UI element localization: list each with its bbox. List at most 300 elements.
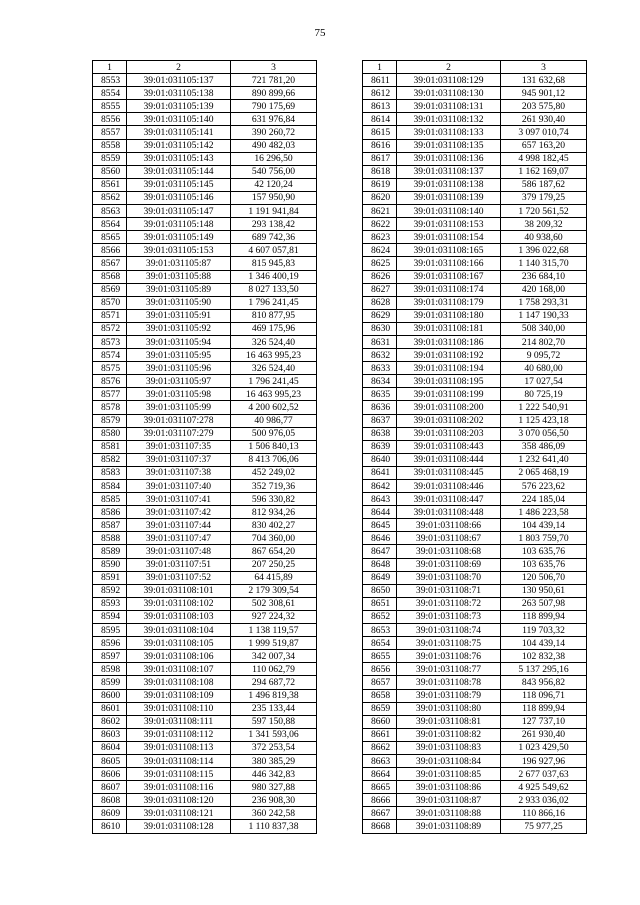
row-number-cell: 8664 — [363, 768, 397, 781]
table-row — [93, 571, 317, 584]
row-number-cell: 8597 — [93, 650, 127, 663]
value-cell: 1 803 759,70 — [501, 532, 587, 545]
row-number-cell: 8574 — [93, 349, 127, 362]
table-row — [93, 349, 317, 362]
table-row — [363, 794, 587, 807]
value-cell: 4 607 057,81 — [231, 244, 317, 257]
value-cell: 1 496 819,38 — [231, 689, 317, 702]
cadastral-number-cell: 39:01:031108:443 — [397, 440, 501, 453]
row-number-cell: 8556 — [93, 113, 127, 126]
table-row — [93, 480, 317, 493]
value-cell: 452 249,02 — [231, 466, 317, 479]
cadastral-number-cell: 39:01:031105:92 — [127, 322, 231, 335]
table-row — [363, 427, 587, 440]
table-row — [93, 453, 317, 466]
row-number-cell: 8566 — [93, 244, 127, 257]
cadastral-number-cell: 39:01:031107:44 — [127, 519, 231, 532]
row-number-cell: 8593 — [93, 597, 127, 610]
row-number-cell: 8644 — [363, 506, 397, 519]
cadastral-number-cell: 39:01:031107:278 — [127, 414, 231, 427]
table-row — [93, 820, 317, 833]
column-header: 1 — [93, 61, 127, 74]
cadastral-number-cell: 39:01:031108:72 — [397, 597, 501, 610]
table-row — [93, 610, 317, 623]
value-cell: 597 150,88 — [231, 715, 317, 728]
value-cell: 8 027 133,50 — [231, 283, 317, 296]
table-row — [363, 781, 587, 794]
table-row — [363, 349, 587, 362]
row-number-cell: 8614 — [363, 113, 397, 126]
row-number-cell: 8555 — [93, 100, 127, 113]
cadastral-number-cell: 39:01:031108:129 — [397, 74, 501, 87]
table-row — [363, 689, 587, 702]
row-number-cell: 8621 — [363, 205, 397, 218]
value-cell: 103 635,76 — [501, 558, 587, 571]
value-cell: 119 703,32 — [501, 624, 587, 637]
value-cell: 812 934,26 — [231, 506, 317, 519]
table-row — [363, 375, 587, 388]
cadastral-number-cell: 39:01:031108:199 — [397, 388, 501, 401]
table-row — [93, 375, 317, 388]
table-row — [93, 113, 317, 126]
table-row — [93, 650, 317, 663]
value-cell: 980 327,88 — [231, 781, 317, 794]
cadastral-number-cell: 39:01:031108:80 — [397, 702, 501, 715]
table-row — [93, 296, 317, 309]
value-cell: 358 486,09 — [501, 440, 587, 453]
row-number-cell: 8561 — [93, 178, 127, 191]
cadastral-number-cell: 39:01:031108:136 — [397, 152, 501, 165]
cadastral-number-cell: 39:01:031108:103 — [127, 610, 231, 623]
cadastral-number-cell: 39:01:031107:37 — [127, 453, 231, 466]
row-number-cell: 8651 — [363, 597, 397, 610]
value-cell: 1 720 561,52 — [501, 205, 587, 218]
table-row — [93, 506, 317, 519]
table-row — [93, 702, 317, 715]
row-number-cell: 8665 — [363, 781, 397, 794]
row-number-cell: 8618 — [363, 165, 397, 178]
value-cell: 1 232 641,40 — [501, 453, 587, 466]
cadastral-number-cell: 39:01:031108:82 — [397, 728, 501, 741]
table-row — [363, 741, 587, 754]
value-cell: 75 977,25 — [501, 820, 587, 833]
row-number-cell: 8611 — [363, 74, 397, 87]
cadastral-number-cell: 39:01:031105:98 — [127, 388, 231, 401]
value-cell: 104 439,14 — [501, 519, 587, 532]
value-cell: 40 680,00 — [501, 362, 587, 375]
value-cell: 1 396 022,68 — [501, 244, 587, 257]
table-row — [93, 558, 317, 571]
cadastral-number-cell: 39:01:031107:42 — [127, 506, 231, 519]
cadastral-number-cell: 39:01:031108:114 — [127, 754, 231, 767]
table-row — [363, 74, 587, 87]
row-number-cell: 8625 — [363, 257, 397, 270]
table-row — [93, 807, 317, 820]
value-cell: 352 719,36 — [231, 480, 317, 493]
value-cell: 576 223,62 — [501, 480, 587, 493]
value-cell: 1 162 169,07 — [501, 165, 587, 178]
value-cell: 689 742,36 — [231, 231, 317, 244]
value-cell: 372 253,54 — [231, 741, 317, 754]
cadastral-number-cell: 39:01:031105:99 — [127, 401, 231, 414]
value-cell: 17 027,54 — [501, 375, 587, 388]
value-cell: 830 402,27 — [231, 519, 317, 532]
table-row — [93, 466, 317, 479]
value-cell: 810 877,95 — [231, 309, 317, 322]
cadastral-number-cell: 39:01:031108:140 — [397, 205, 501, 218]
cadastral-number-cell: 39:01:031108:107 — [127, 663, 231, 676]
row-number-cell: 8634 — [363, 375, 397, 388]
row-number-cell: 8603 — [93, 728, 127, 741]
value-cell: 867 654,20 — [231, 545, 317, 558]
row-number-cell: 8647 — [363, 545, 397, 558]
value-cell: 469 175,96 — [231, 322, 317, 335]
row-number-cell: 8648 — [363, 558, 397, 571]
row-number-cell: 8585 — [93, 493, 127, 506]
table-row — [363, 754, 587, 767]
table-row — [363, 545, 587, 558]
value-cell: 1 125 423,18 — [501, 414, 587, 427]
value-cell: 1 138 119,57 — [231, 624, 317, 637]
row-number-cell: 8641 — [363, 466, 397, 479]
row-number-cell: 8663 — [363, 754, 397, 767]
cadastral-number-cell: 39:01:031108:71 — [397, 584, 501, 597]
value-cell: 1 110 837,38 — [231, 820, 317, 833]
value-cell: 3 070 056,50 — [501, 427, 587, 440]
cadastral-number-cell: 39:01:031107:48 — [127, 545, 231, 558]
column-header: 3 — [501, 61, 587, 74]
row-number-cell: 8636 — [363, 401, 397, 414]
cadastral-number-cell: 39:01:031108:448 — [397, 506, 501, 519]
value-cell: 16 296,50 — [231, 152, 317, 165]
value-cell: 446 342,83 — [231, 768, 317, 781]
cadastral-number-cell: 39:01:031108:192 — [397, 349, 501, 362]
row-number-cell: 8608 — [93, 794, 127, 807]
value-cell: 103 635,76 — [501, 545, 587, 558]
table-row — [363, 453, 587, 466]
value-cell: 127 737,10 — [501, 715, 587, 728]
table-row — [93, 545, 317, 558]
value-cell: 130 950,61 — [501, 584, 587, 597]
cadastral-number-cell: 39:01:031108:78 — [397, 676, 501, 689]
row-number-cell: 8600 — [93, 689, 127, 702]
row-number-cell: 8622 — [363, 218, 397, 231]
cadastral-number-cell: 39:01:031108:179 — [397, 296, 501, 309]
table-row — [363, 414, 587, 427]
row-number-cell: 8657 — [363, 676, 397, 689]
value-cell: 40 986,77 — [231, 414, 317, 427]
row-number-cell: 8653 — [363, 624, 397, 637]
table-row — [363, 362, 587, 375]
value-cell: 508 340,00 — [501, 322, 587, 335]
cadastral-number-cell: 39:01:031108:174 — [397, 283, 501, 296]
table-row — [363, 807, 587, 820]
row-number-cell: 8570 — [93, 296, 127, 309]
table-row — [93, 74, 317, 87]
table-row — [363, 231, 587, 244]
value-cell: 596 330,82 — [231, 493, 317, 506]
table-row — [363, 335, 587, 348]
cadastral-number-cell: 39:01:031108:66 — [397, 519, 501, 532]
table-row — [363, 440, 587, 453]
row-number-cell: 8632 — [363, 349, 397, 362]
row-number-cell: 8662 — [363, 741, 397, 754]
table-row — [93, 624, 317, 637]
cadastral-number-cell: 39:01:031108:154 — [397, 231, 501, 244]
value-cell: 263 507,98 — [501, 597, 587, 610]
cadastral-number-cell: 39:01:031105:89 — [127, 283, 231, 296]
cadastral-number-cell: 39:01:031108:85 — [397, 768, 501, 781]
row-number-cell: 8627 — [363, 283, 397, 296]
value-cell: 326 524,40 — [231, 335, 317, 348]
table-row — [363, 205, 587, 218]
table-row — [93, 191, 317, 204]
table-row — [93, 270, 317, 283]
row-number-cell: 8642 — [363, 480, 397, 493]
value-cell: 500 976,05 — [231, 427, 317, 440]
row-number-cell: 8589 — [93, 545, 127, 558]
row-number-cell: 8581 — [93, 440, 127, 453]
cadastral-number-cell: 39:01:031105:144 — [127, 165, 231, 178]
cadastral-number-cell: 39:01:031108:79 — [397, 689, 501, 702]
row-number-cell: 8558 — [93, 139, 127, 152]
table-row — [363, 663, 587, 676]
table-row — [93, 257, 317, 270]
value-cell: 790 175,69 — [231, 100, 317, 113]
cadastral-number-cell: 39:01:031108:194 — [397, 362, 501, 375]
row-number-cell: 8571 — [93, 309, 127, 322]
table-row — [363, 506, 587, 519]
table-row — [93, 309, 317, 322]
value-cell: 261 930,40 — [501, 728, 587, 741]
row-number-cell: 8579 — [93, 414, 127, 427]
cadastral-number-cell: 39:01:031108:73 — [397, 610, 501, 623]
value-cell: 235 133,44 — [231, 702, 317, 715]
cadastral-number-cell: 39:01:031108:77 — [397, 663, 501, 676]
table-row — [363, 244, 587, 257]
table-row — [93, 519, 317, 532]
row-number-cell: 8576 — [93, 375, 127, 388]
row-number-cell: 8582 — [93, 453, 127, 466]
value-cell: 2 065 468,19 — [501, 466, 587, 479]
value-cell: 704 360,00 — [231, 532, 317, 545]
cadastral-number-cell: 39:01:031108:200 — [397, 401, 501, 414]
row-number-cell: 8591 — [93, 571, 127, 584]
column-header: 2 — [127, 61, 231, 74]
value-cell: 390 260,72 — [231, 126, 317, 139]
cadastral-number-cell: 39:01:031108:445 — [397, 466, 501, 479]
value-cell: 3 097 010,74 — [501, 126, 587, 139]
table-row — [93, 178, 317, 191]
table-row — [93, 715, 317, 728]
cadastral-number-cell: 39:01:031105:97 — [127, 375, 231, 388]
table-row — [363, 218, 587, 231]
value-cell: 38 209,32 — [501, 218, 587, 231]
table-row — [93, 637, 317, 650]
cadastral-number-cell: 39:01:031108:112 — [127, 728, 231, 741]
cadastral-number-cell: 39:01:031108:68 — [397, 545, 501, 558]
table-row — [93, 139, 317, 152]
row-number-cell: 8562 — [93, 191, 127, 204]
table-row — [363, 388, 587, 401]
table-row — [363, 152, 587, 165]
cadastral-number-cell: 39:01:031105:147 — [127, 205, 231, 218]
table-row — [93, 741, 317, 754]
table-row — [363, 650, 587, 663]
table-row — [363, 113, 587, 126]
cadastral-number-cell: 39:01:031108:444 — [397, 453, 501, 466]
row-number-cell: 8615 — [363, 126, 397, 139]
cadastral-number-cell: 39:01:031105:140 — [127, 113, 231, 126]
cadastral-number-cell: 39:01:031108:137 — [397, 165, 501, 178]
cadastral-number-cell: 39:01:031108:89 — [397, 820, 501, 833]
value-cell: 927 224,32 — [231, 610, 317, 623]
cadastral-number-cell: 39:01:031108:115 — [127, 768, 231, 781]
cadastral-number-cell: 39:01:031108:69 — [397, 558, 501, 571]
table-row — [93, 794, 317, 807]
value-cell: 1 999 519,87 — [231, 637, 317, 650]
row-number-cell: 8568 — [93, 270, 127, 283]
table-row — [363, 401, 587, 414]
cadastral-number-cell: 39:01:031108:83 — [397, 741, 501, 754]
value-cell: 207 250,25 — [231, 558, 317, 571]
table-row — [363, 676, 587, 689]
row-number-cell: 8640 — [363, 453, 397, 466]
value-cell: 1 140 315,70 — [501, 257, 587, 270]
table-row — [363, 480, 587, 493]
row-number-cell: 8565 — [93, 231, 127, 244]
table-row — [93, 676, 317, 689]
cadastral-number-cell: 39:01:031108:167 — [397, 270, 501, 283]
table-row — [363, 728, 587, 741]
value-cell: 2 933 036,02 — [501, 794, 587, 807]
row-number-cell: 8569 — [93, 283, 127, 296]
cadastral-number-cell: 39:01:031105:90 — [127, 296, 231, 309]
table-row — [93, 440, 317, 453]
row-number-cell: 8661 — [363, 728, 397, 741]
cadastral-number-cell: 39:01:031108:104 — [127, 624, 231, 637]
table-header-row — [363, 61, 587, 74]
value-cell: 110 062,79 — [231, 663, 317, 676]
row-number-cell: 8624 — [363, 244, 397, 257]
table-row — [93, 283, 317, 296]
value-cell: 380 385,29 — [231, 754, 317, 767]
table-row — [363, 820, 587, 833]
row-number-cell: 8607 — [93, 781, 127, 794]
cadastral-number-cell: 39:01:031105:87 — [127, 257, 231, 270]
cadastral-number-cell: 39:01:031108:75 — [397, 637, 501, 650]
value-cell: 16 463 995,23 — [231, 349, 317, 362]
row-number-cell: 8605 — [93, 754, 127, 767]
value-cell: 80 725,19 — [501, 388, 587, 401]
row-number-cell: 8554 — [93, 87, 127, 100]
row-number-cell: 8602 — [93, 715, 127, 728]
cadastral-number-cell: 39:01:031108:111 — [127, 715, 231, 728]
value-cell: 5 137 295,16 — [501, 663, 587, 676]
cadastral-number-cell: 39:01:031107:47 — [127, 532, 231, 545]
value-cell: 1 506 840,13 — [231, 440, 317, 453]
row-number-cell: 8573 — [93, 335, 127, 348]
row-number-cell: 8637 — [363, 414, 397, 427]
table-row — [363, 571, 587, 584]
row-number-cell: 8575 — [93, 362, 127, 375]
value-cell: 326 524,40 — [231, 362, 317, 375]
cadastral-number-cell: 39:01:031108:446 — [397, 480, 501, 493]
row-number-cell: 8601 — [93, 702, 127, 715]
table-row — [363, 296, 587, 309]
cadastral-number-cell: 39:01:031108:106 — [127, 650, 231, 663]
row-number-cell: 8557 — [93, 126, 127, 139]
cadastral-number-cell: 39:01:031105:142 — [127, 139, 231, 152]
value-cell: 294 687,72 — [231, 676, 317, 689]
cadastral-number-cell: 39:01:031108:120 — [127, 794, 231, 807]
column-header: 3 — [231, 61, 317, 74]
cadastral-number-cell: 39:01:031105:145 — [127, 178, 231, 191]
table-row — [93, 322, 317, 335]
cadastral-number-cell: 39:01:031108:105 — [127, 637, 231, 650]
value-cell: 890 899,66 — [231, 87, 317, 100]
table-row — [363, 165, 587, 178]
cadastral-number-cell: 39:01:031108:110 — [127, 702, 231, 715]
cadastral-number-cell: 39:01:031108:131 — [397, 100, 501, 113]
value-cell: 1 758 293,31 — [501, 296, 587, 309]
table-row — [93, 244, 317, 257]
value-cell: 843 956,82 — [501, 676, 587, 689]
value-cell: 4 200 602,52 — [231, 401, 317, 414]
cadastral-number-cell: 39:01:031108:130 — [397, 87, 501, 100]
value-cell: 360 242,58 — [231, 807, 317, 820]
table-row — [93, 532, 317, 545]
row-number-cell: 8630 — [363, 322, 397, 335]
row-number-cell: 8563 — [93, 205, 127, 218]
cadastral-number-cell: 39:01:031108:133 — [397, 126, 501, 139]
row-number-cell: 8578 — [93, 401, 127, 414]
value-cell: 118 096,71 — [501, 689, 587, 702]
row-number-cell: 8656 — [363, 663, 397, 676]
table-row — [363, 126, 587, 139]
table-row — [363, 178, 587, 191]
value-cell: 420 168,00 — [501, 283, 587, 296]
row-number-cell: 8610 — [93, 820, 127, 833]
row-number-cell: 8586 — [93, 506, 127, 519]
table-row — [363, 584, 587, 597]
cadastral-number-cell: 39:01:031108:116 — [127, 781, 231, 794]
cadastral-number-cell: 39:01:031108:109 — [127, 689, 231, 702]
value-cell: 64 415,89 — [231, 571, 317, 584]
table-row — [93, 87, 317, 100]
cadastral-number-cell: 39:01:031107:41 — [127, 493, 231, 506]
cadastral-number-cell: 39:01:031105:148 — [127, 218, 231, 231]
row-number-cell: 8645 — [363, 519, 397, 532]
cadastral-number-cell: 39:01:031108:86 — [397, 781, 501, 794]
row-number-cell: 8617 — [363, 152, 397, 165]
value-cell: 342 007,34 — [231, 650, 317, 663]
row-number-cell: 8668 — [363, 820, 397, 833]
cadastral-number-cell: 39:01:031108:138 — [397, 178, 501, 191]
value-cell: 293 138,42 — [231, 218, 317, 231]
row-number-cell: 8652 — [363, 610, 397, 623]
value-cell: 490 482,03 — [231, 139, 317, 152]
table-row — [93, 388, 317, 401]
cadastral-number-cell: 39:01:031108:181 — [397, 322, 501, 335]
cadastral-number-cell: 39:01:031108:153 — [397, 218, 501, 231]
table-row — [363, 610, 587, 623]
cadastral-number-cell: 39:01:031108:87 — [397, 794, 501, 807]
value-cell: 1 796 241,45 — [231, 375, 317, 388]
cadastral-number-cell: 39:01:031108:139 — [397, 191, 501, 204]
cadastral-number-cell: 39:01:031108:74 — [397, 624, 501, 637]
value-cell: 196 927,96 — [501, 754, 587, 767]
